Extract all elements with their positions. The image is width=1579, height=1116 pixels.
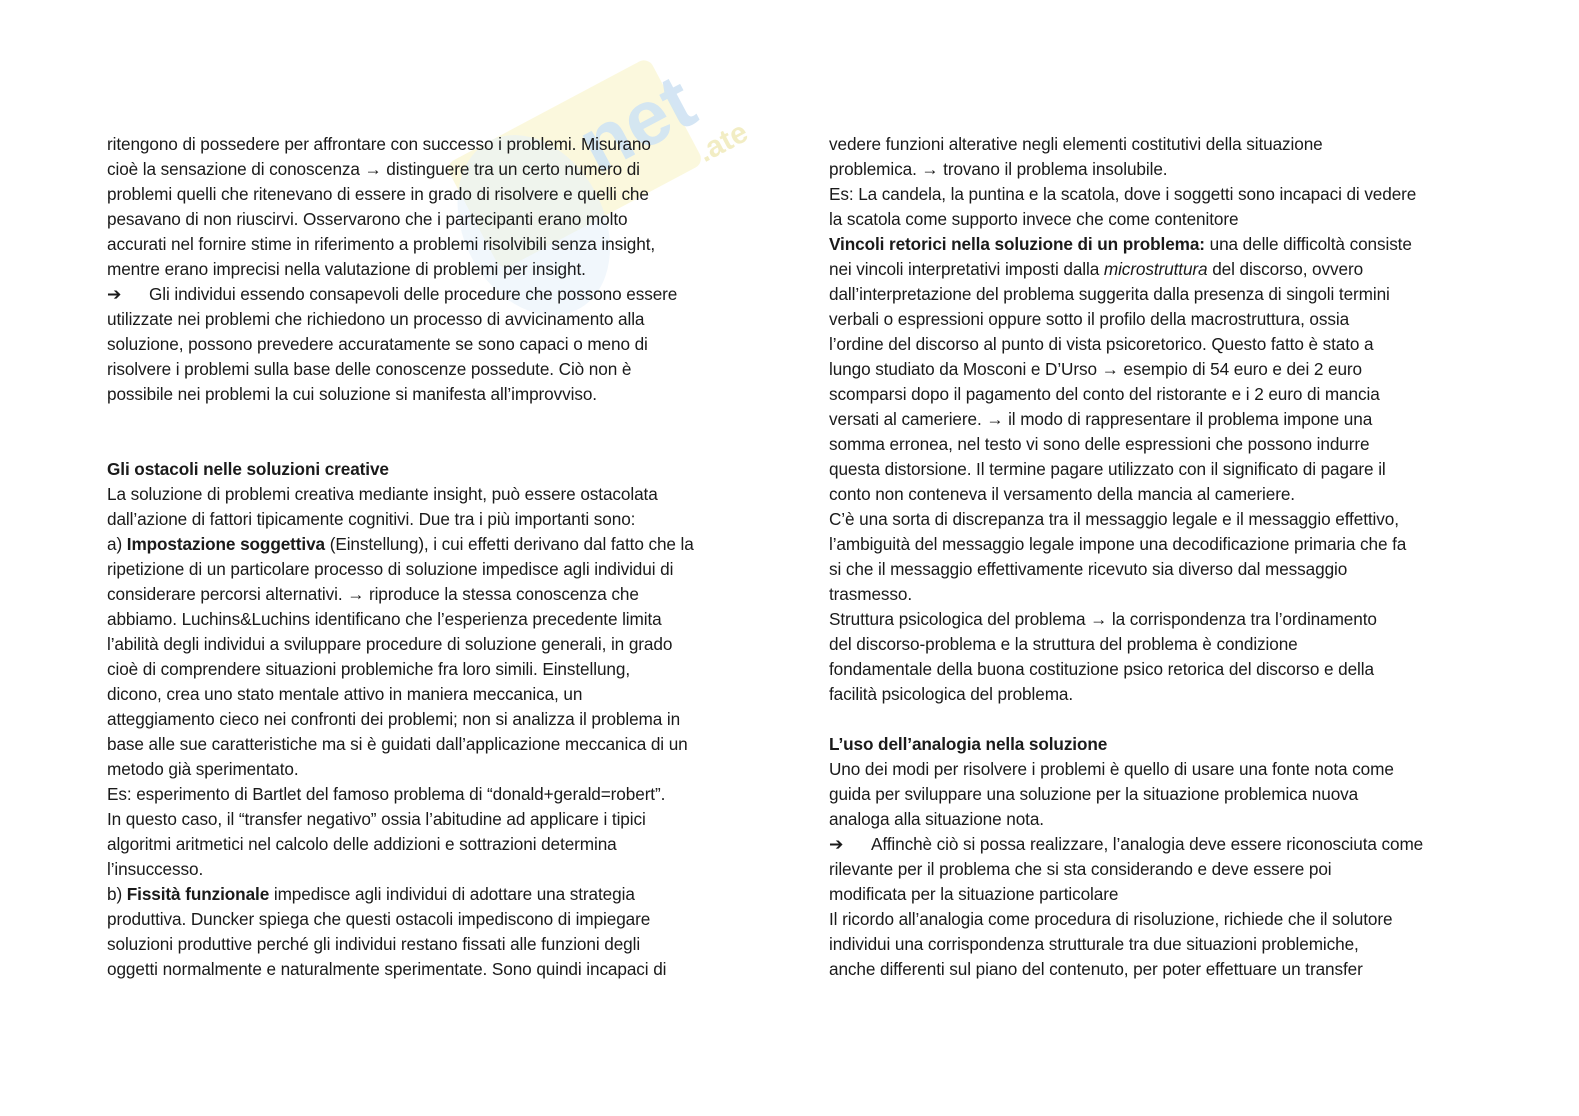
- text-line: base alle sue caratteristiche ma si è guidati dall’applicazione meccanica di un: [107, 734, 688, 754]
- text-line: pesavano di non riuscirvi. Osservarono che i partecipanti erano molto: [107, 209, 628, 229]
- text-line: vedere funzioni alterative negli elementi costitutivi della situazione: [829, 134, 1323, 154]
- item-a-term: Impostazione soggettiva: [126, 534, 326, 554]
- text-line: cioè la sensazione di conoscenza → distinguere tra un certo numero di: [107, 159, 640, 179]
- text-line: si che il messaggio effettivamente ricevuto sia diverso dal messaggio: [829, 559, 1348, 579]
- text-line: possibile nei problemi la cui soluzione si manifesta all’improvviso.: [107, 384, 597, 404]
- arrow-bullet-icon: ➔: [107, 284, 122, 304]
- text-line: La soluzione di problemi creativa mediante insight, può essere ostacolata: [107, 484, 658, 504]
- text-line: C’è una sorta di discrepanza tra il messaggio legale e il messaggio effettivo,: [829, 509, 1399, 529]
- item-a: [107, 532, 767, 882]
- section-heading-obstacles: Gli ostacoli nelle soluzioni creative: [107, 459, 389, 479]
- text-line: conto non conteneva il versamento della mancia al cameriere.: [829, 484, 1295, 504]
- text-line: problemica. → trovano il problema insolubile.: [829, 159, 1168, 179]
- watermark-subtext: .ate: [692, 115, 754, 169]
- item-b-term: Fissità funzionale: [126, 884, 270, 904]
- text-line: scomparsi dopo il pagamento del conto del ristorante e i 2 euro di mancia: [829, 384, 1380, 404]
- text-line: lungo studiato da Mosconi e D’Urso → esempio di 54 euro e dei 2 euro: [829, 359, 1363, 379]
- item-a-prefix: a): [107, 534, 127, 554]
- vincoli-term: Vincoli retorici nella soluzione di un problema:: [829, 234, 1205, 254]
- text-line: Struttura psicologica del problema → la corrispondenza tra l’ordinamento: [829, 609, 1377, 629]
- right-bullet-paragraph: [829, 832, 1489, 982]
- text-line: Es: esperimento di Bartlet del famoso problema di “donald+gerald=robert”.: [107, 784, 666, 804]
- text-line: Affinchè ciò si possa realizzare, l’analogia deve essere riconosciuta come: [871, 834, 1424, 854]
- text-line: una delle difficoltà consiste: [1204, 234, 1412, 254]
- text-line: l’insuccesso.: [107, 859, 204, 879]
- left-column: [107, 132, 767, 982]
- watermark-text: net: [564, 56, 709, 190]
- text-line: Gli individui essendo consapevoli delle procedure che possono essere: [149, 284, 678, 304]
- text-line: abbiamo. Luchins&Luchins identificano che l’esperienza precedente limita: [107, 609, 662, 629]
- text-line: l’abilità degli individui a sviluppare procedure di soluzione generali, in grado: [107, 634, 673, 654]
- text-line: trasmesso.: [829, 584, 913, 604]
- text-line: modificata per la situazione particolare: [829, 884, 1119, 904]
- text-line: dall’azione di fattori tipicamente cognitivi. Due tra i più importanti sono:: [107, 509, 636, 529]
- text-line: ritengono di possedere per affrontare con successo i problemi. Misurano: [107, 134, 651, 154]
- text-line: algoritmi aritmetici nel calcolo delle addizioni e sottrazioni determina: [107, 834, 617, 854]
- text-line: soluzioni produttive perché gli individui restano fissati alle funzioni degli: [107, 934, 641, 954]
- text-line: anche differenti sul piano del contenuto, per poter effettuare un transfer: [829, 959, 1363, 979]
- text-line: atteggiamento cieco nei confronti dei problemi; non si analizza il problema in: [107, 709, 681, 729]
- text-line: nei vincoli interpretativi imposti dalla: [829, 259, 1104, 279]
- text-line: In questo caso, il “transfer negativo” ossia l’abitudine ad applicare i tipici: [107, 809, 646, 829]
- text-line: Uno dei modi per risolvere i problemi è quello di usare una fonte nota come: [829, 759, 1394, 779]
- text-line: l’ordine del discorso al punto di vista psicoretorico. Questo fatto è stato a: [829, 334, 1374, 354]
- text-line: rilevante per il problema che si sta considerando e deve essere poi: [829, 859, 1332, 879]
- text-line: fondamentale della buona costituzione psico retorica del discorso e della: [829, 659, 1374, 679]
- text-line: oggetti normalmente e naturalmente sperimentate. Sono quindi incapaci di: [107, 959, 667, 979]
- vincoli-paragraph: [829, 232, 1489, 707]
- text-line: l’ambiguità del messaggio legale impone una decodificazione primaria che fa: [829, 534, 1407, 554]
- text-line: soluzione, possono prevedere accuratamente se sono capaci o meno di: [107, 334, 648, 354]
- text-line: problemi quelli che ritenevano di essere in grado di risolvere e quelli che: [107, 184, 649, 204]
- text-line: mentre erano imprecisi nella valutazione di problemi per insight.: [107, 259, 586, 279]
- item-b-prefix: b): [107, 884, 127, 904]
- text-line: verbali o espressioni oppure sotto il profilo della macrostruttura, ossia: [829, 309, 1350, 329]
- text-line: analoga alla situazione nota.: [829, 809, 1044, 829]
- text-line: impedisce agli individui di adottare una strategia: [269, 884, 635, 904]
- text-line: versati al cameriere. → il modo di rappresentare il problema impone una: [829, 409, 1373, 429]
- right-column: [829, 132, 1489, 982]
- text-line: somma erronea, nel testo vi sono delle espressioni che possono indurre: [829, 434, 1370, 454]
- text-line: dicono, crea uno stato mentale attivo in maniera meccanica, un: [107, 684, 583, 704]
- text-line: Il ricordo all’analogia come procedura di risoluzione, richiede che il solutore: [829, 909, 1393, 929]
- text-line: considerare percorsi alternativi. → riproduce la stessa conoscenza che: [107, 584, 639, 604]
- text-line: del discorso, ovvero: [1207, 259, 1364, 279]
- left-paragraph-1: [107, 132, 767, 282]
- text-line: la scatola come supporto invece che come contenitore: [829, 209, 1239, 229]
- text-line: dall’interpretazione del problema suggerita dalla presenza di singoli termini: [829, 284, 1390, 304]
- italic-term: microstruttura: [1103, 259, 1208, 279]
- text-line: individui una corrispondenza strutturale tra due situazioni problemiche,: [829, 934, 1359, 954]
- text-line: accurati nel fornire stime in riferimento a problemi risolvibili senza insight,: [107, 234, 656, 254]
- arrow-bullet-icon: ➔: [829, 834, 844, 854]
- text-line: guida per sviluppare una soluzione per la situazione problemica nuova: [829, 784, 1359, 804]
- text-line: questa distorsione. Il termine pagare utilizzato con il significato di pagare il: [829, 459, 1386, 479]
- text-line: ripetizione di un particolare processo di soluzione impedisce agli individui di: [107, 559, 674, 579]
- left-bullet-paragraph: [107, 282, 767, 407]
- right-paragraph-1: [829, 132, 1489, 232]
- text-line: del discorso-problema e la struttura del problema è condizione: [829, 634, 1298, 654]
- text-line: cioè di comprendere situazioni problemiche fra loro simili. Einstellung,: [107, 659, 630, 679]
- section-heading-analogy: L’uso dell’analogia nella soluzione: [829, 734, 1108, 754]
- item-b: [107, 882, 767, 982]
- text-line: produttiva. Duncker spiega che questi ostacoli impediscono di impiegare: [107, 909, 651, 929]
- text-line: facilità psicologica del problema.: [829, 684, 1074, 704]
- text-line: (Einstellung), i cui effetti derivano dal fatto che la: [325, 534, 694, 554]
- text-line: metodo già sperimentato.: [107, 759, 299, 779]
- text-line: risolvere i problemi sulla base delle conoscenze possedute. Ciò non è: [107, 359, 632, 379]
- text-line: utilizzate nei problemi che richiedono un processo di avvicinamento alla: [107, 309, 645, 329]
- text-line: Es: La candela, la puntina e la scatola, dove i soggetti sono incapaci di vedere: [829, 184, 1417, 204]
